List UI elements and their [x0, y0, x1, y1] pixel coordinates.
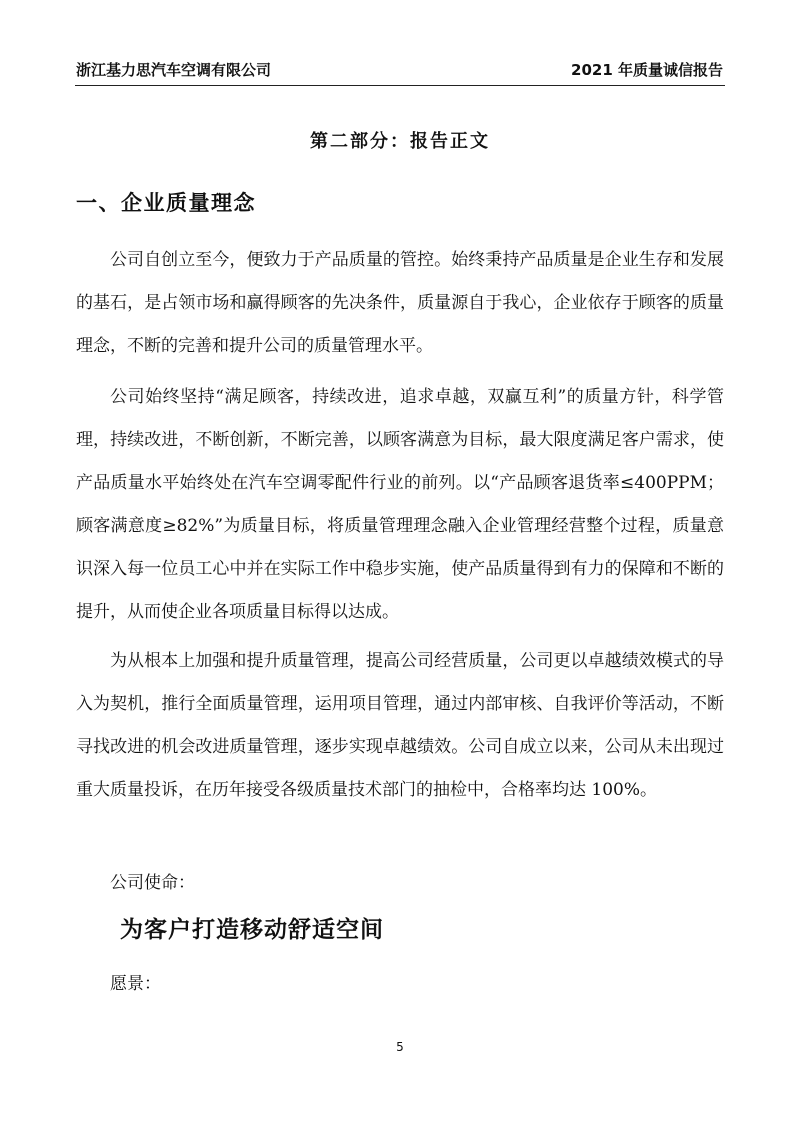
header-report-title: 2021 年质量诚信报告	[571, 61, 723, 79]
header-divider	[75, 85, 725, 86]
vision-label: 愿景：	[110, 974, 161, 994]
section-heading: 一、企业质量理念	[76, 191, 256, 215]
part-title: 第二部分：报告正文	[310, 131, 490, 152]
mission-statement: 为客户打造移动舒适空间	[120, 917, 384, 943]
body-paragraph-3: 为从根本上加强和提升质量管理，提高公司经营质量，公司更以卓越绩效模式的导入为契机，推行全面质量管理，运用项目管理，通过内部审核、自我评价等活动，不断寻找改进的机会改进质量管理，逐步实现卓越绩效。公司自成立以来，公司从未出现过重大质量投诉，在历年接受各级质量技术部门的抽检中，合格率均达 100%。	[76, 651, 724, 800]
header-company-name: 浙江基力思汽车空调有限公司	[76, 61, 272, 79]
body-paragraph-1: 公司自创立至今，便致力于产品质量的管控。始终秉持产品质量是企业生存和发展的基石，是占领市场和赢得顾客的先决条件，质量源自于我心，企业依存于顾客的质量理念，不断的完善和提升公司的质量管理水平。	[76, 250, 724, 356]
mission-label: 公司使命：	[110, 873, 195, 893]
page-number: 5	[396, 1040, 404, 1054]
body-paragraph-2: 公司始终坚持“满足顾客，持续改进，追求卓越，双赢互利”的质量方针，科学管理，持续改进，不断创新，不断完善，以顾客满意为目标，最大限度满足客户需求，使产品质量水平始终处在汽车空调零配件行业的前列。以“产品顾客退货率≤400PPM；顾客满意度≥82%”为质量目标，将质量管理理念融入企业管理经营整个过程，质量意识深入每一位员工心中并在实际工作中稳步实施，使产品质量得到有力的保障和不断的提升，从而使企业各项质量目标得以达成。	[76, 387, 724, 622]
